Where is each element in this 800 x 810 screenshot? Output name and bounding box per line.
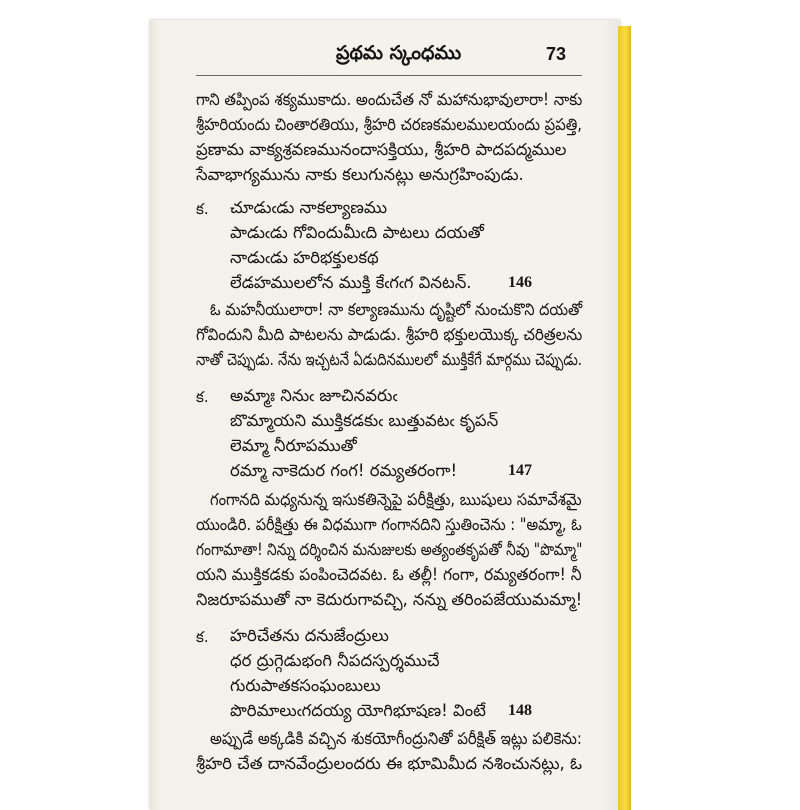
verse148-line4: పొరిమాలుఁగదయ్య యోగిభూషణ! వింటే [230, 701, 486, 720]
verse146-line1: చూడుఁడు నాకల్యాణము [230, 198, 388, 217]
verse147-number: 147 [508, 462, 532, 479]
verse147-line4: రమ్మా నాకెదుర గంగ! రమ్యతరంగా! [230, 461, 458, 480]
para3-line4: యని ముక్తికడకు పంపించెదవట. ఓ తల్లీ! గంగా, రమ్యతరంగా! నీ [196, 565, 582, 584]
para2-line2: గోవిందుని మీది పాటలను పాడుడు. శ్రీహరి భక్తులయొక్క చరిత్రలను [196, 325, 583, 344]
verse147-meter: క. [196, 388, 209, 406]
verse148-line2: ధర ద్రుగ్గెడుభంగి నీపదస్పర్శముచే [230, 651, 440, 670]
verse146-number: 146 [508, 274, 532, 291]
para4-line2: శ్రీహరి చేత దానవేంద్రులందరు ఈ భూమిమీద నశించునట్లు, ఓ [196, 754, 583, 773]
para3-line5: నిజరూపముతో నా కెదురుగావచ్చి, నన్ను తరింపజేయుమమ్మా! [196, 590, 583, 609]
para2-line3: నాతో చెప్పుడు. నేను ఇచ్చటనే ఏడుదినములలో ముక్తికేగే మార్గము చెప్పుడు. [196, 350, 583, 369]
header-rule [196, 75, 582, 76]
para2-line1: ఓ మహనీయులారా! నా కల్యాణమును దృష్టిలో నుంచుకొని దయతో [210, 300, 583, 319]
para1-line4: సేవాభాగ్యమును నాకు కలుగునట్లు అనుగ్రహింపుడు. [196, 165, 524, 184]
verse146-line3: నాడుఁడు హరిభక్తులకథ [230, 248, 379, 267]
para3-line2: యుండిరి. పరీక్షిత్తు ఈ విధముగా గంగానదిని స్తుతించెను : "అమ్మా, ఓ [196, 515, 582, 534]
verse146-line2: పాడుఁడు గోవిందుమీఁది పాటలు దయతో [230, 223, 484, 242]
para3-line1: గంగానది మధ్యనున్న ఇసుకతిన్నెపై పరీక్షిత్తు, ఋషులు సమావేశమై [210, 490, 582, 509]
verse147-line1: అమ్మాః నినుఁ జూచినవరుఁ [230, 386, 398, 405]
verse148-line1: హరిచేతను దనుజేంద్రులు [230, 626, 389, 645]
para1-line1: గాని తప్పింప శక్యముకాదు. అందుచేత నో మహానుభావులారా! నాకు [196, 90, 583, 109]
verse148-line3: గురుపాతకసంఘంబులు [230, 676, 381, 695]
page-edge-yellow [618, 26, 631, 810]
para1-line2: శ్రీహరియందు చింతారతియు, శ్రీహరి చరణకమలములయందు ప్రపత్తి, [196, 115, 582, 134]
verse147-line3: లెమ్మా నీరూపముతో [230, 436, 357, 455]
para3-line3: గంగామాతా! నిన్ను దర్శించిన మనుజులకు అత్యంతకృపతో నీవు "పొమ్మా" [196, 540, 583, 559]
para4-line1: అప్పుడే అక్కడికి వచ్చిన శుకయోగీంద్రునితో పరీక్షిత్ ఇట్లు పలికెను: [210, 729, 582, 748]
para1-line3: ప్రణామ వాక్యశ్రవణమునందాసక్తియు, శ్రీహరి పాదపద్మముల [196, 140, 567, 159]
verse146-meter: క. [196, 200, 209, 218]
verse146-line4: లేడహములలోన ముక్తి కేఁగఁగ వినటన్. [230, 273, 472, 292]
verse147-line2: బొమ్మాయని ముక్తికడకుఁ బుత్తువటఁ కృపన్ [230, 411, 499, 430]
verse148-meter: క. [196, 628, 209, 646]
page-number: 73 [546, 44, 567, 64]
verse148-number: 148 [508, 702, 532, 719]
running-head: ప్రథమ స్కంధము [336, 42, 462, 64]
